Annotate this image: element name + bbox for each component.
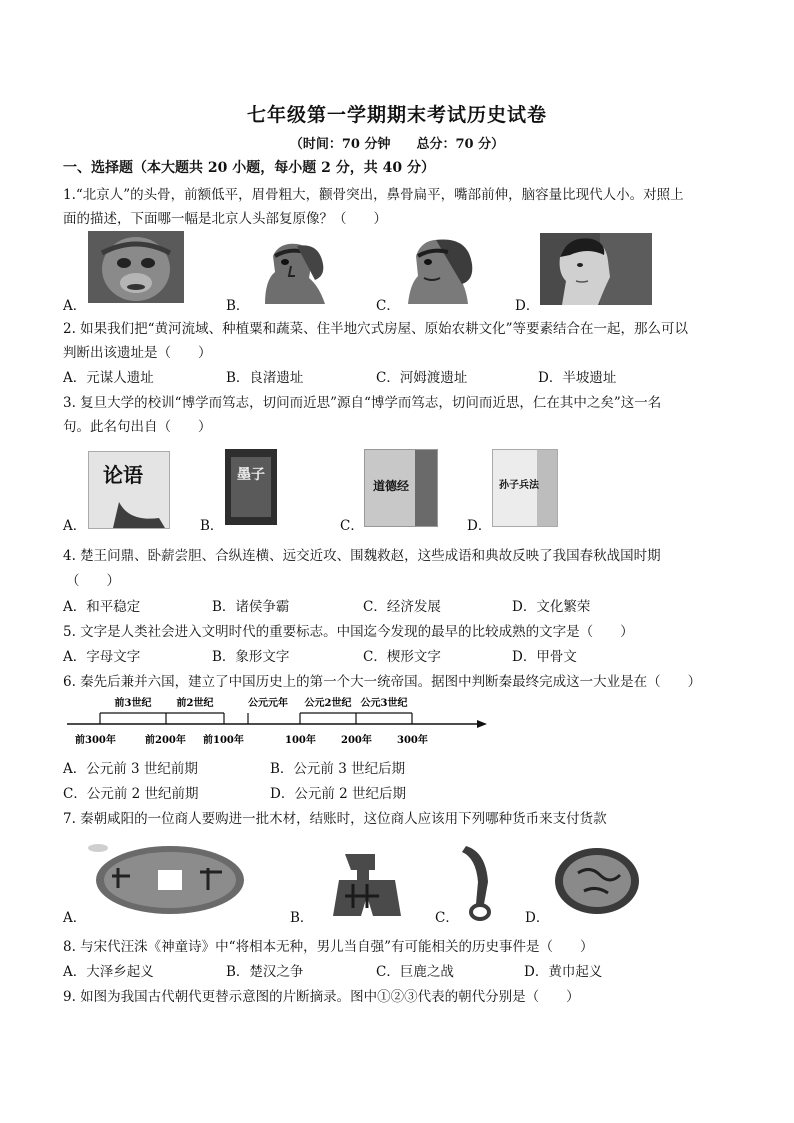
q8-option-b: B．楚汉之争 (226, 964, 304, 980)
q6-option-a: A．公元前 3 世纪前期 (63, 761, 198, 777)
q1-option-b: B． (226, 298, 250, 314)
q8-option-d: D．黄巾起义 (524, 964, 603, 980)
timeline-top-label: 公元元年 (248, 698, 288, 709)
q4-option-d: D．文化繁荣 (512, 599, 591, 615)
timeline-bottom-label: 前200年 (145, 735, 186, 746)
q5-option-c: C．楔形文字 (363, 649, 441, 665)
reconstructed-head-photo (396, 234, 478, 304)
q7-option-a: A． (63, 910, 87, 926)
q2-option-b: B．良渚遗址 (226, 370, 304, 386)
q8-stem: 8. 与宋代汪洙《神童诗》中“将相本无种，男儿当自强”有可能相关的历史事件是（ ） (63, 939, 594, 955)
ape-head-photo (88, 231, 184, 303)
timeline-top-label: 前3世纪 (114, 698, 152, 709)
q4-option-b: B．诸侯争霸 (212, 599, 290, 615)
q7-option-c: C． (435, 910, 459, 926)
q5-option-a: A．字母文字 (63, 649, 141, 665)
q8-option-a: A．大泽乡起义 (63, 964, 154, 980)
timeline-bottom-label: 200年 (341, 735, 372, 746)
q2-stem-line1: 2. 如果我们把“黄河流域、种植粟和蔬菜、住半地穴式房屋、原始农耕文化”等要素结合在一起，那么可以 (63, 321, 688, 337)
spade-coin-icon (315, 850, 409, 920)
timeline-bottom-label: 前300年 (75, 735, 116, 746)
timeline-arrow-icon (477, 720, 487, 728)
section-heading: 一、选择题（本大题共 20 小题，每小题 2 分，共 40 分） (63, 160, 435, 176)
q1-option-d: D． (515, 298, 540, 314)
exam-subtitle: （时间：70 分钟 总分：70 分） (289, 137, 505, 152)
q4-stem-line2: （ ） (66, 573, 120, 589)
q7-stem: 7. 秦朝咸阳的一位商人要购进一批木材，结账时，这位商人应该用下列哪种货币来支付货款 (63, 811, 607, 827)
q3-stem-line1: 3. 复旦大学的校训“博学而笃志，切问而近思”源自“博学而笃志，切问而近思，仁在其中之矣”这一名 (63, 395, 662, 411)
q4-option-a: A．和平稳定 (63, 599, 141, 615)
timeline-top-label: 前2世纪 (176, 698, 214, 709)
q7-option-b: B． (290, 910, 314, 926)
q1-option-a: A． (63, 298, 87, 314)
round-bronze-coin-icon (550, 845, 644, 917)
q7-option-d: D． (525, 910, 550, 926)
q6-option-b: B．公元前 3 世纪后期 (270, 761, 406, 777)
exam-title: 七年级第一学期期末考试历史试卷 (246, 104, 547, 126)
q6-stem: 6. 秦先后兼并六国，建立了中国历史上的第一个大一统帝国。据图中判断秦最终完成这一大业是在（ ） (63, 674, 702, 690)
q2-option-d: D．半坡遗址 (538, 370, 617, 386)
round-coin-square-hole-icon (88, 838, 250, 918)
q2-stem-line2: 判断出该遗址是（ ） (63, 345, 212, 361)
modern-man-photo (540, 233, 652, 305)
book-cover-mozi-title: 墨子 (237, 467, 265, 483)
timeline-bottom-label: 300年 (397, 735, 428, 746)
q4-option-c: C．经济发展 (363, 599, 441, 615)
book-cover-mozi (225, 449, 277, 525)
q3-stem-line2: 句。此名句出自（ ） (63, 419, 212, 435)
early-human-bust-photo (245, 236, 335, 304)
q1-option-c: C． (376, 298, 400, 314)
q5-option-d: D．甲骨文 (512, 649, 577, 665)
knife-coin-icon (458, 842, 498, 922)
q4-stem-line1: 4. 楚王问鼎、卧薪尝胆、合纵连横、远交近攻、围魏救赵，这些成语和典故反映了我国春秋战国时期 (63, 548, 661, 564)
q5-stem: 5. 文字是人类社会进入文明时代的重要标志。中国迄今发现的最早的比较成熟的文字是（ ） (63, 624, 634, 640)
timeline-bottom-label: 100年 (285, 735, 316, 746)
book-cover-analects-title: 论语 (103, 463, 143, 487)
q6-option-c: C．公元前 2 世纪前期 (63, 786, 199, 802)
timeline-diagram (63, 693, 493, 751)
timeline-bottom-label: 前100年 (203, 735, 244, 746)
q9-stem: 9. 如图为我国古代朝代更替示意图的片断摘录。图中①②③代表的朝代分别是（ ） (63, 989, 580, 1005)
q1-stem-line2: 面的描述，下面哪一幅是北京人头部复原像？（ ） (63, 211, 387, 227)
q3-option-c: C． (340, 518, 364, 534)
q6-option-d: D．公元前 2 世纪后期 (270, 786, 406, 802)
book-cover-daodejing-title: 道德经 (373, 479, 410, 493)
q3-option-b: B． (200, 518, 224, 534)
book-cover-art-of-war-title: 孙子兵法 (499, 480, 539, 491)
q3-option-a: A． (63, 518, 87, 534)
book-cover-daodejing (364, 449, 438, 527)
q1-stem-line1: 1.“北京人”的头骨，前额低平，眉骨粗大，颧骨突出，鼻骨扁平，嘴部前伸，脑容量比现代人小。对照上 (63, 187, 684, 203)
q8-option-c: C．巨鹿之战 (376, 964, 454, 980)
q2-option-a: A．元谋人遗址 (63, 370, 154, 386)
q5-option-b: B．象形文字 (212, 649, 290, 665)
timeline-top-label: 公元3世纪 (360, 698, 408, 709)
q3-option-d: D． (467, 518, 492, 534)
book-cover-analects (88, 451, 170, 529)
q2-option-c: C．河姆渡遗址 (376, 370, 468, 386)
book-cover-art-of-war (492, 449, 558, 527)
timeline-top-label: 公元2世纪 (304, 698, 352, 709)
